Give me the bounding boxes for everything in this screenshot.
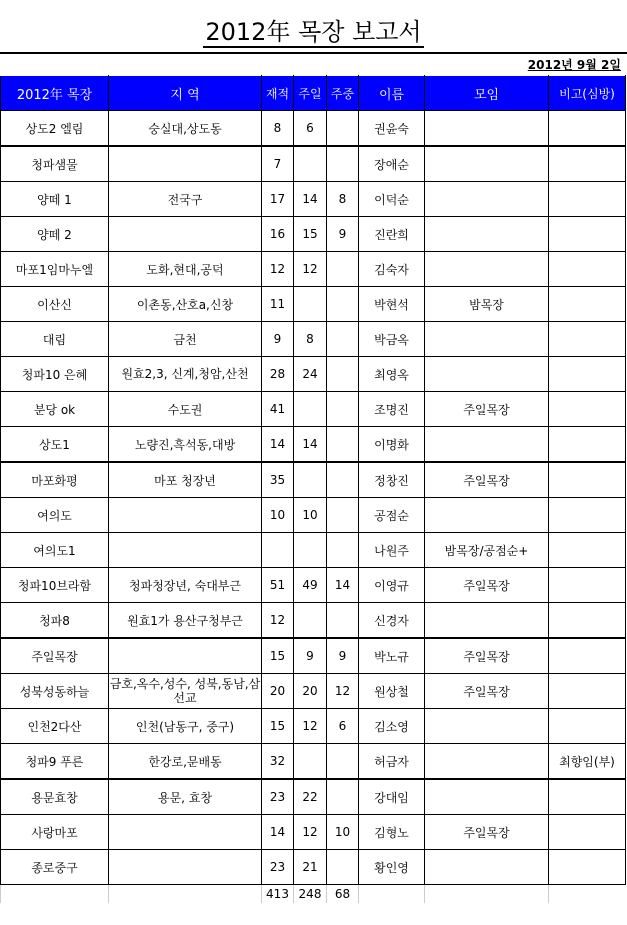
cell-region [109, 638, 262, 674]
cell-moim [425, 498, 549, 533]
table-row [1, 392, 626, 427]
cell-juil [294, 287, 327, 322]
cell-jaejuk: 14 [262, 815, 294, 850]
cell-jaejuk [262, 533, 294, 568]
cell-region: 인천(남동구, 중구) [109, 709, 262, 744]
cell-name: 강대임 [359, 779, 425, 815]
cell-jaejuk: 35 [262, 462, 294, 498]
cell-region [109, 217, 262, 252]
cell-jaejuk: 28 [262, 357, 294, 392]
cell-region: 숭실대,상도동 [109, 111, 262, 147]
header-moim: 모임 [425, 76, 549, 111]
table-row [1, 603, 626, 639]
cell-moim: 주일목장 [425, 568, 549, 603]
cell-jaejuk: 17 [262, 182, 294, 217]
table-row [1, 744, 626, 780]
cell-jujung: 12 [327, 674, 359, 709]
cell-bigo: 최향임(부) [549, 744, 626, 780]
total-juil: 248 [294, 885, 327, 904]
cell-jujung [327, 427, 359, 463]
header-jujung: 주중 [327, 76, 359, 111]
cell-jujung [327, 603, 359, 639]
totals-empty-5 [549, 885, 626, 904]
header-region: 지 역 [109, 76, 262, 111]
report-table [0, 75, 626, 903]
cell-name: 허금자 [359, 744, 425, 780]
cell-bigo [549, 252, 626, 287]
cell-jujung: 9 [327, 638, 359, 674]
cell-bigo [549, 568, 626, 603]
cell-bigo [549, 779, 626, 815]
cell-juil [294, 392, 327, 427]
cell-mokjang: 상도1 [1, 427, 109, 463]
cell-mokjang: 양떼 2 [1, 217, 109, 252]
cell-jujung [327, 779, 359, 815]
date-row [0, 54, 627, 74]
totals-row [1, 885, 626, 904]
cell-mokjang: 청파10 은혜 [1, 357, 109, 392]
table-row [1, 568, 626, 603]
cell-moim: 주일목장 [425, 392, 549, 427]
cell-mokjang: 청파10브라함 [1, 568, 109, 603]
cell-juil [294, 533, 327, 568]
cell-bigo [549, 217, 626, 252]
cell-jaejuk: 23 [262, 850, 294, 885]
cell-name: 최영옥 [359, 357, 425, 392]
cell-juil: 22 [294, 779, 327, 815]
cell-moim [425, 217, 549, 252]
cell-moim [425, 322, 549, 357]
cell-juil [294, 462, 327, 498]
header-mokjang: 2012年 목장 [1, 76, 109, 111]
cell-bigo [549, 287, 626, 322]
cell-jujung: 10 [327, 815, 359, 850]
cell-mokjang: 사랑마포 [1, 815, 109, 850]
cell-name: 김소영 [359, 709, 425, 744]
cell-name: 박금옥 [359, 322, 425, 357]
cell-moim [425, 252, 549, 287]
cell-jaejuk: 51 [262, 568, 294, 603]
cell-jaejuk: 11 [262, 287, 294, 322]
table-row [1, 217, 626, 252]
cell-mokjang: 분당 ok [1, 392, 109, 427]
table-row [1, 533, 626, 568]
cell-juil [294, 744, 327, 780]
cell-moim [425, 427, 549, 463]
cell-jaejuk: 23 [262, 779, 294, 815]
cell-jujung [327, 322, 359, 357]
cell-jujung: 8 [327, 182, 359, 217]
cell-moim [425, 850, 549, 885]
cell-jaejuk: 41 [262, 392, 294, 427]
totals-empty-2 [109, 885, 262, 904]
cell-mokjang: 주일목장 [1, 638, 109, 674]
cell-name: 진란희 [359, 217, 425, 252]
cell-moim: 주일목장 [425, 462, 549, 498]
cell-bigo [549, 850, 626, 885]
table-row [1, 779, 626, 815]
table-row [1, 709, 626, 744]
cell-mokjang: 여의도 [1, 498, 109, 533]
cell-juil: 24 [294, 357, 327, 392]
cell-region: 원효2,3, 신계,청암,산천 [109, 357, 262, 392]
cell-name: 이영규 [359, 568, 425, 603]
table-row [1, 252, 626, 287]
report-date: 2012년 9월 2일 [527, 58, 621, 72]
cell-moim [425, 744, 549, 780]
table-row [1, 815, 626, 850]
cell-juil: 14 [294, 182, 327, 217]
table-row [1, 146, 626, 182]
cell-region: 용문, 효창 [109, 779, 262, 815]
cell-bigo [549, 533, 626, 568]
cell-region [109, 533, 262, 568]
cell-jaejuk: 12 [262, 252, 294, 287]
cell-jaejuk: 14 [262, 427, 294, 463]
header-jaejuk: 재적 [262, 76, 294, 111]
cell-juil: 8 [294, 322, 327, 357]
cell-juil: 14 [294, 427, 327, 463]
table-row [1, 111, 626, 147]
cell-mokjang: 청파9 푸른 [1, 744, 109, 780]
cell-jujung [327, 850, 359, 885]
header-row [1, 76, 626, 111]
cell-juil: 10 [294, 498, 327, 533]
cell-jujung [327, 357, 359, 392]
cell-name: 장애순 [359, 146, 425, 182]
cell-mokjang: 상도2 엘림 [1, 111, 109, 147]
cell-moim: 밤목장/공점순+ [425, 533, 549, 568]
report-title-wrap [0, 12, 627, 47]
totals-empty-1 [1, 885, 109, 904]
cell-juil: 12 [294, 709, 327, 744]
cell-region: 금천 [109, 322, 262, 357]
cell-bigo [549, 709, 626, 744]
cell-bigo [549, 674, 626, 709]
cell-name: 황인영 [359, 850, 425, 885]
cell-jujung [327, 392, 359, 427]
cell-mokjang: 용문효창 [1, 779, 109, 815]
cell-juil: 49 [294, 568, 327, 603]
cell-mokjang: 청파샘물 [1, 146, 109, 182]
cell-region: 전국구 [109, 182, 262, 217]
table-row [1, 322, 626, 357]
total-jujung: 68 [327, 885, 359, 904]
cell-jaejuk: 32 [262, 744, 294, 780]
table-row [1, 638, 626, 674]
cell-mokjang: 마포화평 [1, 462, 109, 498]
cell-moim: 주일목장 [425, 815, 549, 850]
cell-name: 정창진 [359, 462, 425, 498]
cell-bigo [549, 111, 626, 147]
cell-name: 박현석 [359, 287, 425, 322]
cell-jujung: 9 [327, 217, 359, 252]
cell-jujung [327, 287, 359, 322]
table-row [1, 427, 626, 463]
table-row [1, 287, 626, 322]
header-name: 이름 [359, 76, 425, 111]
cell-juil: 15 [294, 217, 327, 252]
table-row [1, 498, 626, 533]
header-juil: 주일 [294, 76, 327, 111]
cell-jujung [327, 111, 359, 147]
cell-bigo [549, 462, 626, 498]
cell-mokjang: 인천2다산 [1, 709, 109, 744]
cell-mokjang: 청파8 [1, 603, 109, 639]
cell-moim: 주일목장 [425, 638, 549, 674]
cell-jaejuk: 15 [262, 638, 294, 674]
cell-bigo [549, 498, 626, 533]
cell-jujung: 6 [327, 709, 359, 744]
header-bigo: 비고(심방) [549, 76, 626, 111]
cell-region: 수도권 [109, 392, 262, 427]
cell-bigo [549, 146, 626, 182]
table-row [1, 357, 626, 392]
cell-mokjang: 마포1임마누엘 [1, 252, 109, 287]
cell-mokjang: 대림 [1, 322, 109, 357]
cell-mokjang: 양떼 1 [1, 182, 109, 217]
cell-juil: 21 [294, 850, 327, 885]
cell-jaejuk: 8 [262, 111, 294, 147]
cell-moim: 주일목장 [425, 674, 549, 709]
cell-name: 권윤숙 [359, 111, 425, 147]
cell-jaejuk: 7 [262, 146, 294, 182]
cell-mokjang: 종로중구 [1, 850, 109, 885]
cell-bigo [549, 322, 626, 357]
cell-moim [425, 709, 549, 744]
cell-region: 한강로,문배동 [109, 744, 262, 780]
cell-moim [425, 182, 549, 217]
cell-juil: 12 [294, 252, 327, 287]
cell-region [109, 850, 262, 885]
table-row [1, 462, 626, 498]
table-row [1, 674, 626, 709]
cell-region: 원효1가 용산구청부근 [109, 603, 262, 639]
cell-jujung: 14 [327, 568, 359, 603]
cell-bigo [549, 603, 626, 639]
cell-name: 신경자 [359, 603, 425, 639]
cell-juil: 20 [294, 674, 327, 709]
cell-region: 청파청장년, 숙대부근 [109, 568, 262, 603]
cell-region: 마포 청장년 [109, 462, 262, 498]
cell-jaejuk: 15 [262, 709, 294, 744]
cell-moim [425, 146, 549, 182]
cell-jaejuk: 20 [262, 674, 294, 709]
cell-name: 이덕순 [359, 182, 425, 217]
cell-bigo [549, 638, 626, 674]
cell-moim [425, 779, 549, 815]
cell-mokjang: 이산신 [1, 287, 109, 322]
cell-region: 노량진,흑석동,대방 [109, 427, 262, 463]
cell-jujung [327, 498, 359, 533]
report-title: 2012年 목장 보고서 [205, 18, 422, 46]
table-row [1, 850, 626, 885]
cell-jaejuk: 9 [262, 322, 294, 357]
cell-moim: 밤목장 [425, 287, 549, 322]
cell-bigo [549, 427, 626, 463]
cell-region: 금호,옥수,성수, 성북,동남,삼선교 [109, 674, 262, 709]
cell-moim [425, 357, 549, 392]
total-jaejuk: 413 [262, 885, 294, 904]
cell-jaejuk: 10 [262, 498, 294, 533]
cell-jaejuk: 12 [262, 603, 294, 639]
table-row [1, 182, 626, 217]
cell-mokjang: 성북성동하늘 [1, 674, 109, 709]
cell-name: 김숙자 [359, 252, 425, 287]
cell-moim [425, 603, 549, 639]
cell-juil [294, 146, 327, 182]
cell-bigo [549, 392, 626, 427]
cell-juil: 6 [294, 111, 327, 147]
cell-region [109, 146, 262, 182]
cell-name: 원상철 [359, 674, 425, 709]
cell-region [109, 815, 262, 850]
cell-region [109, 498, 262, 533]
cell-name: 박노규 [359, 638, 425, 674]
cell-jaejuk: 16 [262, 217, 294, 252]
cell-name: 나원주 [359, 533, 425, 568]
cell-name: 김형노 [359, 815, 425, 850]
cell-region: 이촌동,산호a,신창 [109, 287, 262, 322]
cell-mokjang: 여의도1 [1, 533, 109, 568]
cell-name: 조명진 [359, 392, 425, 427]
cell-jujung [327, 146, 359, 182]
cell-region: 도화,현대,공덕 [109, 252, 262, 287]
title-row [0, 0, 627, 54]
cell-juil: 9 [294, 638, 327, 674]
totals-empty-3 [359, 885, 425, 904]
totals-empty-4 [425, 885, 549, 904]
cell-jujung [327, 744, 359, 780]
cell-jujung [327, 252, 359, 287]
cell-juil [294, 603, 327, 639]
cell-bigo [549, 815, 626, 850]
cell-jujung [327, 533, 359, 568]
cell-name: 이명화 [359, 427, 425, 463]
cell-bigo [549, 182, 626, 217]
cell-bigo [549, 357, 626, 392]
cell-jujung [327, 462, 359, 498]
cell-juil: 12 [294, 815, 327, 850]
cell-name: 공점순 [359, 498, 425, 533]
cell-moim [425, 111, 549, 147]
